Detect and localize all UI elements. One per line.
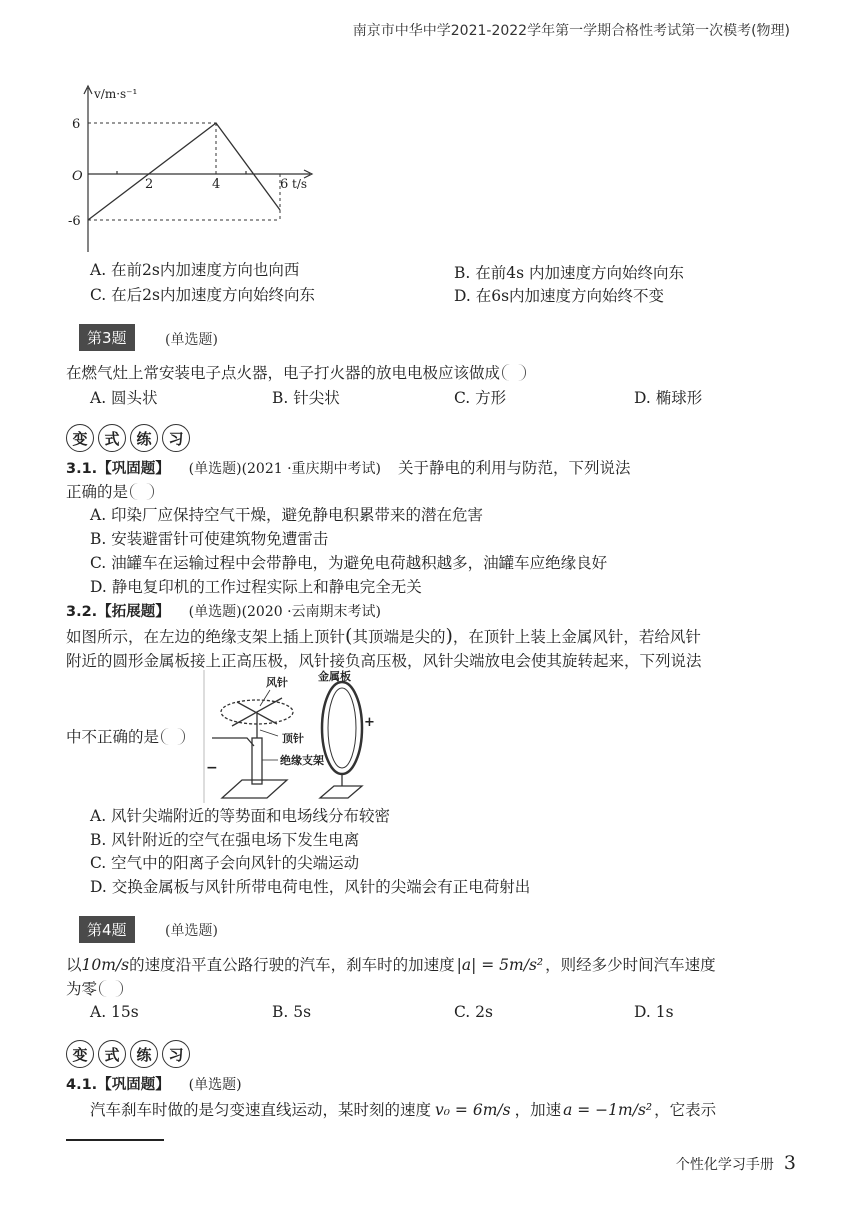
- q32-option-d[interactable]: D. 交换金属板与风针所带电荷电性，风针的尖端会有正电荷射出: [90, 878, 531, 896]
- x-tick-2: 2: [145, 177, 154, 192]
- q3-option-c[interactable]: C. 方形: [454, 389, 507, 407]
- variant-practice-heading: 变 式 练 习: [66, 1040, 190, 1068]
- q2-option-d[interactable]: D. 在6s内加速度方向始终不变: [454, 287, 665, 305]
- q31-option-c[interactable]: C. 油罐车在运输过程中会带静电，为避免电荷越积越多，油罐车应绝缘良好: [90, 554, 608, 572]
- q32-stem-line2: 附近的圆形金属板接上正高压极，风针接负高压极，风针尖端放电会使其旋转起来，下列说法: [66, 652, 702, 670]
- answer-blank: [99, 980, 123, 997]
- q31-option-b[interactable]: B. 安装避雷针可使建筑物免遭雷击: [90, 530, 329, 548]
- page-header: 南京市中华中学2021-2022学年第一学期合格性考试第一次模考(物理): [352, 23, 790, 39]
- q3-stem: 在燃气灶上常安装电子点火器，电子打火器的放电电极应该做成: [66, 361, 528, 383]
- question-type: (单选题): [165, 923, 218, 939]
- question-type: (单选题): [165, 332, 218, 348]
- velocity-time-graph: [60, 82, 330, 262]
- footnote-rule: [66, 1139, 164, 1141]
- q3-option-d[interactable]: D. 椭球形: [634, 389, 703, 407]
- x-axis-label: t/s: [292, 177, 308, 191]
- q31-stem-line2: 正确的是: [66, 480, 156, 502]
- q4-option-d[interactable]: D. 1s: [634, 1003, 674, 1021]
- origin-label: O: [72, 169, 83, 184]
- variant-practice-heading: 变 式 练 习: [66, 424, 190, 452]
- q4-option-b[interactable]: B. 5s: [272, 1003, 312, 1021]
- label-fengzhen: 风针: [266, 676, 288, 689]
- q3-option-b[interactable]: B. 针尖状: [272, 389, 340, 407]
- y-tick-6: 6: [72, 117, 81, 132]
- q4-option-c[interactable]: C. 2s: [454, 1003, 493, 1021]
- q32-option-b[interactable]: B. 风针附近的空气在强电场下发生电离: [90, 831, 360, 849]
- q41-header: 4.1.【巩固题】 (单选题): [66, 1077, 242, 1093]
- q32-option-c[interactable]: C. 空气中的阳离子会向风针的尖端运动: [90, 854, 360, 872]
- label-dingzhen: 顶针: [282, 732, 304, 745]
- label-zhijia: 绝缘支架: [280, 754, 324, 767]
- y-tick-neg6: -6: [68, 214, 81, 229]
- x-tick-6: 6: [280, 177, 289, 192]
- page-number: 3: [783, 1152, 796, 1174]
- q32-stem-line1: 如图所示，在左边的绝缘支架上插上顶针(其顶端是尖的)，在顶针上装上金属风针，若给风针: [66, 625, 701, 647]
- page-footer: 个性化学习手册 3: [675, 1152, 796, 1174]
- question-badge: 第4题: [79, 916, 135, 943]
- x-tick-4: 4: [212, 177, 221, 192]
- answer-blank: [502, 364, 526, 381]
- label-minus: −: [206, 760, 218, 776]
- q31-option-a[interactable]: A. 印染厂应保持空气干燥，避免静电积累带来的潜在危害: [90, 506, 484, 524]
- q2-option-b[interactable]: B. 在前4s 内加速度方向始终向东: [454, 264, 684, 282]
- q2-option-a[interactable]: A. 在前2s内加速度方向也向西: [90, 261, 300, 279]
- q32-option-a[interactable]: A. 风针尖端附近的等势面和电场线分布较密: [90, 807, 391, 825]
- q3-option-a[interactable]: A. 圆头状: [90, 389, 158, 407]
- q32-stem-line3: 中不正确的是: [66, 725, 187, 747]
- question-badge: 第3题: [79, 324, 135, 351]
- y-axis-label: v/m·s⁻¹: [94, 87, 138, 101]
- label-jinshuban: 金属板: [318, 670, 351, 683]
- q4-stem-line1: 以10m/s的速度沿平直公路行驶的汽车，刹车时的加速度 |a| = 5m/s² ，则经多少时间汽车速度: [66, 956, 716, 974]
- answer-blank: [161, 728, 185, 745]
- electric-wind-figure: [202, 668, 382, 803]
- q2-option-c[interactable]: C. 在后2s内加速度方向始终向东: [90, 286, 315, 304]
- q41-stem: 汽车刹车时做的是匀变速直线运动，某时刻的速度 v₀ = 6m/s ，加速 a = −1m/s² ，它表示: [90, 1101, 717, 1119]
- label-plus: +: [364, 715, 375, 730]
- q4-stem-line2: 为零: [66, 977, 125, 999]
- q4-option-a[interactable]: A. 15s: [90, 1003, 139, 1021]
- q31-option-d[interactable]: D. 静电复印机的工作过程实际上和静电完全无关: [90, 578, 422, 596]
- q31-header: 3.1.【巩固题】 (单选题)(2021 ·重庆期中考试) 关于静电的利用与防范，下列说法: [66, 459, 631, 477]
- answer-blank: [130, 483, 154, 500]
- q32-header: 3.2.【拓展题】 (单选题)(2020 ·云南期末考试): [66, 604, 382, 620]
